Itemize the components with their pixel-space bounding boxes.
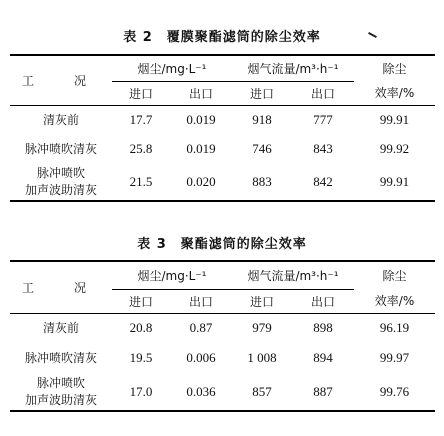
table3-row3-dust-in: 17.0 (129, 383, 153, 399)
table2-row2-eff: 99.92 (379, 141, 410, 156)
table3-row1-flow-in: 979 (252, 320, 272, 336)
table3 (10, 260, 435, 412)
table2-sub-dust-in: 进口 (112, 81, 170, 105)
table3-row2-dust-in: 19.5 (129, 350, 153, 365)
table2-row3-dust-out: 0.020 (186, 173, 216, 189)
table2-row3-flow-out: 842 (313, 173, 333, 189)
table2-header-condition: 工 况 (10, 55, 112, 105)
table3-sub-flow-in: 进口 (232, 289, 292, 313)
table2-row1-eff: 99.91 (379, 112, 410, 128)
table3-caption: 表 3 聚酯滤筒的除尘效率 (137, 237, 307, 252)
table2-row2-flow-in: 746 (252, 141, 272, 156)
table2-row3-eff: 99.91 (379, 173, 410, 189)
table3-row1-dust-out: 0.87 (189, 320, 213, 336)
table3-row2-eff: 99.97 (379, 350, 410, 365)
table3-row3-flow-in: 857 (252, 383, 272, 399)
table3-row3-flow-out: 887 (313, 383, 333, 399)
table2-row2-condition: 脉冲喷吹清灰 (24, 141, 97, 156)
table2-header-eff-line1: 除尘 (382, 62, 407, 76)
table2-caption: 表 2 覆膜聚酯滤筒的除尘效率 (123, 30, 321, 45)
table3-header-eff-line2: 效率/% (354, 289, 435, 313)
table-row (10, 135, 435, 163)
table-row (10, 343, 435, 373)
table2-row1-dust-in: 17.7 (129, 112, 153, 128)
table3-header-dust: 烟尘/mg·L⁻¹ (112, 261, 232, 289)
table3-header-flow: 烟气流量/m³·h⁻¹ (232, 261, 354, 289)
table3-row1-condition: 清灰前 (42, 320, 79, 335)
table-row (10, 373, 435, 411)
table3-row3-condition-line2: 加声波助清灰 (24, 392, 97, 407)
table3-header-eff-line1: 除尘 (382, 269, 407, 283)
table3-row3-eff: 99.76 (379, 383, 410, 399)
table2-row1-dust-out: 0.019 (186, 112, 216, 128)
table2-row1-condition: 清灰前 (42, 112, 79, 127)
table-row (10, 163, 435, 201)
table3-sub-flow-out: 出口 (292, 289, 354, 313)
table2-row3-condition (10, 163, 112, 201)
table3-row2-flow-in: 1 008 (247, 350, 277, 365)
table3-row1-dust-in: 20.8 (129, 320, 153, 336)
table2-sub-flow-in: 进口 (232, 81, 292, 105)
table3-row1-flow-out: 898 (313, 320, 333, 336)
table2-row2-flow-out: 843 (313, 141, 333, 156)
table-row (10, 313, 435, 343)
table2-row1-flow-out: 777 (313, 112, 333, 128)
table3-sub-dust-out: 出口 (170, 289, 232, 313)
table2-row2-dust-out: 0.019 (186, 141, 216, 156)
table3-row2-condition: 脉冲喷吹清灰 (24, 350, 97, 365)
table3-row3-condition (10, 373, 112, 411)
table3-row2-dust-out: 0.006 (186, 350, 216, 365)
table2-header-flow: 烟气流量/m³·h⁻¹ (232, 55, 354, 81)
table3-sub-dust-in: 进口 (112, 289, 170, 313)
table2-header-dust: 烟尘/mg·L⁻¹ (112, 55, 232, 81)
table3-row3-condition-line1: 脉冲喷吹 (36, 375, 85, 390)
table3-header-condition: 工 况 (10, 261, 112, 313)
table2-header-eff-line2: 效率/% (354, 81, 435, 105)
table2-row3-dust-in: 21.5 (129, 173, 153, 189)
table2-row2-dust-in: 25.8 (129, 141, 153, 156)
table-row (10, 105, 435, 135)
table2-row3-condition-line1: 脉冲喷吹 (36, 165, 85, 180)
table2-sub-flow-out: 出口 (292, 81, 354, 105)
table2-row3-condition-line2: 加声波助清灰 (24, 182, 97, 197)
table2-row1-flow-in: 918 (252, 112, 272, 128)
table3-row2-flow-out: 894 (313, 350, 333, 365)
table2 (10, 54, 435, 202)
table2-sub-dust-out: 出口 (170, 81, 232, 105)
table3-row1-eff: 96.19 (379, 320, 410, 336)
table3-row3-dust-out: 0.036 (186, 383, 216, 399)
table2-row3-flow-in: 883 (252, 173, 272, 189)
